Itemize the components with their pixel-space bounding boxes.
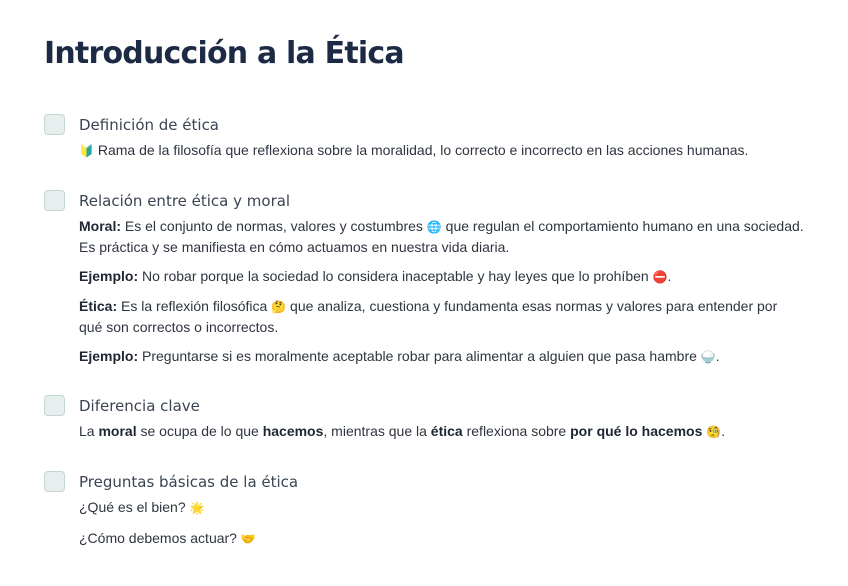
question-paragraph [79, 497, 804, 518]
etica-text: Es la reflexión filosófica [121, 298, 268, 314]
example-paragraph: Ejemplo: Preguntarse si es moralmente aceptable robar para alimentar a alguien que pasa hambre 🍚. [79, 348, 720, 364]
etica-label: Ética: [79, 298, 118, 314]
globe-icon: 🌐 [426, 220, 442, 234]
example-label: Ejemplo: [79, 348, 139, 364]
beginner-icon: 🔰 [79, 144, 94, 158]
text-segment: , mientras que la [323, 423, 427, 439]
moral-text-cont: que regulan el comportamiento humano en una sociedad. Es práctica y se manifiesta en cómo actuamos en nuestra vida diaria. [79, 218, 804, 255]
moral-paragraph [79, 216, 804, 257]
question-text: ¿Qué es el bien? [79, 499, 186, 515]
example-paragraph: Ejemplo: No robar porque la sociedad lo considera inaceptable y hay leyes que lo prohíben ⛔. [79, 268, 672, 284]
etica-paragraph [79, 296, 804, 337]
page-title: Introducción a la Ética [44, 36, 404, 71]
text-segment: La [79, 423, 95, 439]
question-text: ¿Cómo debemos actuar? [79, 530, 237, 546]
monocle-face-icon: 🧐 [706, 425, 722, 439]
star-icon: 🌟 [189, 501, 205, 515]
etica-text-cont: que analiza, cuestiona y fundamenta esas normas y valores para entender por qué son correctos o incorrectos. [79, 298, 778, 335]
rice-bowl-icon: 🍚 [700, 350, 716, 364]
text-segment: se ocupa de lo que [140, 423, 259, 439]
no-entry-icon: ⛔ [652, 270, 668, 284]
item-body [79, 421, 804, 451]
definition-paragraph [79, 140, 804, 161]
item-title: Diferencia clave [79, 397, 200, 415]
item-title: Relación entre ética y moral [79, 192, 291, 210]
checkbox[interactable] [44, 114, 65, 135]
bold-moral: moral [98, 423, 137, 439]
checkbox[interactable] [44, 190, 65, 211]
example-text: No robar porque la sociedad lo considera inaceptable y hay leyes que lo prohíben [142, 268, 649, 284]
thinking-face-icon: 🤔 [271, 300, 287, 314]
checkbox[interactable] [44, 395, 65, 416]
question-paragraph [79, 528, 804, 549]
example-label: Ejemplo: [79, 268, 139, 284]
moral-text: Es el conjunto de normas, valores y costumbres [124, 218, 423, 234]
bold-hacemos: hacemos [262, 423, 324, 439]
item-body [79, 497, 804, 558]
bold-por-que: por qué lo hacemos [570, 423, 703, 439]
moral-label: Moral: [79, 218, 121, 234]
item-body [79, 140, 804, 170]
item-title: Preguntas básicas de la ética [79, 473, 299, 491]
handshake-icon: 🤝 [240, 532, 256, 546]
checkbox[interactable] [44, 471, 65, 492]
text-segment: reflexiona sobre [466, 423, 567, 439]
example-text: Preguntarse si es moralmente aceptable robar para alimentar a alguien que pasa hambre [142, 348, 697, 364]
item-body [79, 216, 804, 376]
bold-etica: ética [430, 423, 463, 439]
definition-text: Rama de la filosofía que reflexiona sobre la moralidad, lo correcto e incorrecto en las acciones humanas. [97, 142, 749, 158]
difference-paragraph: La moral se ocupa de lo que hacemos, mientras que la ética reflexiona sobre por qué lo hacemos 🧐. [79, 423, 726, 439]
item-title: Definición de ética [79, 116, 220, 134]
